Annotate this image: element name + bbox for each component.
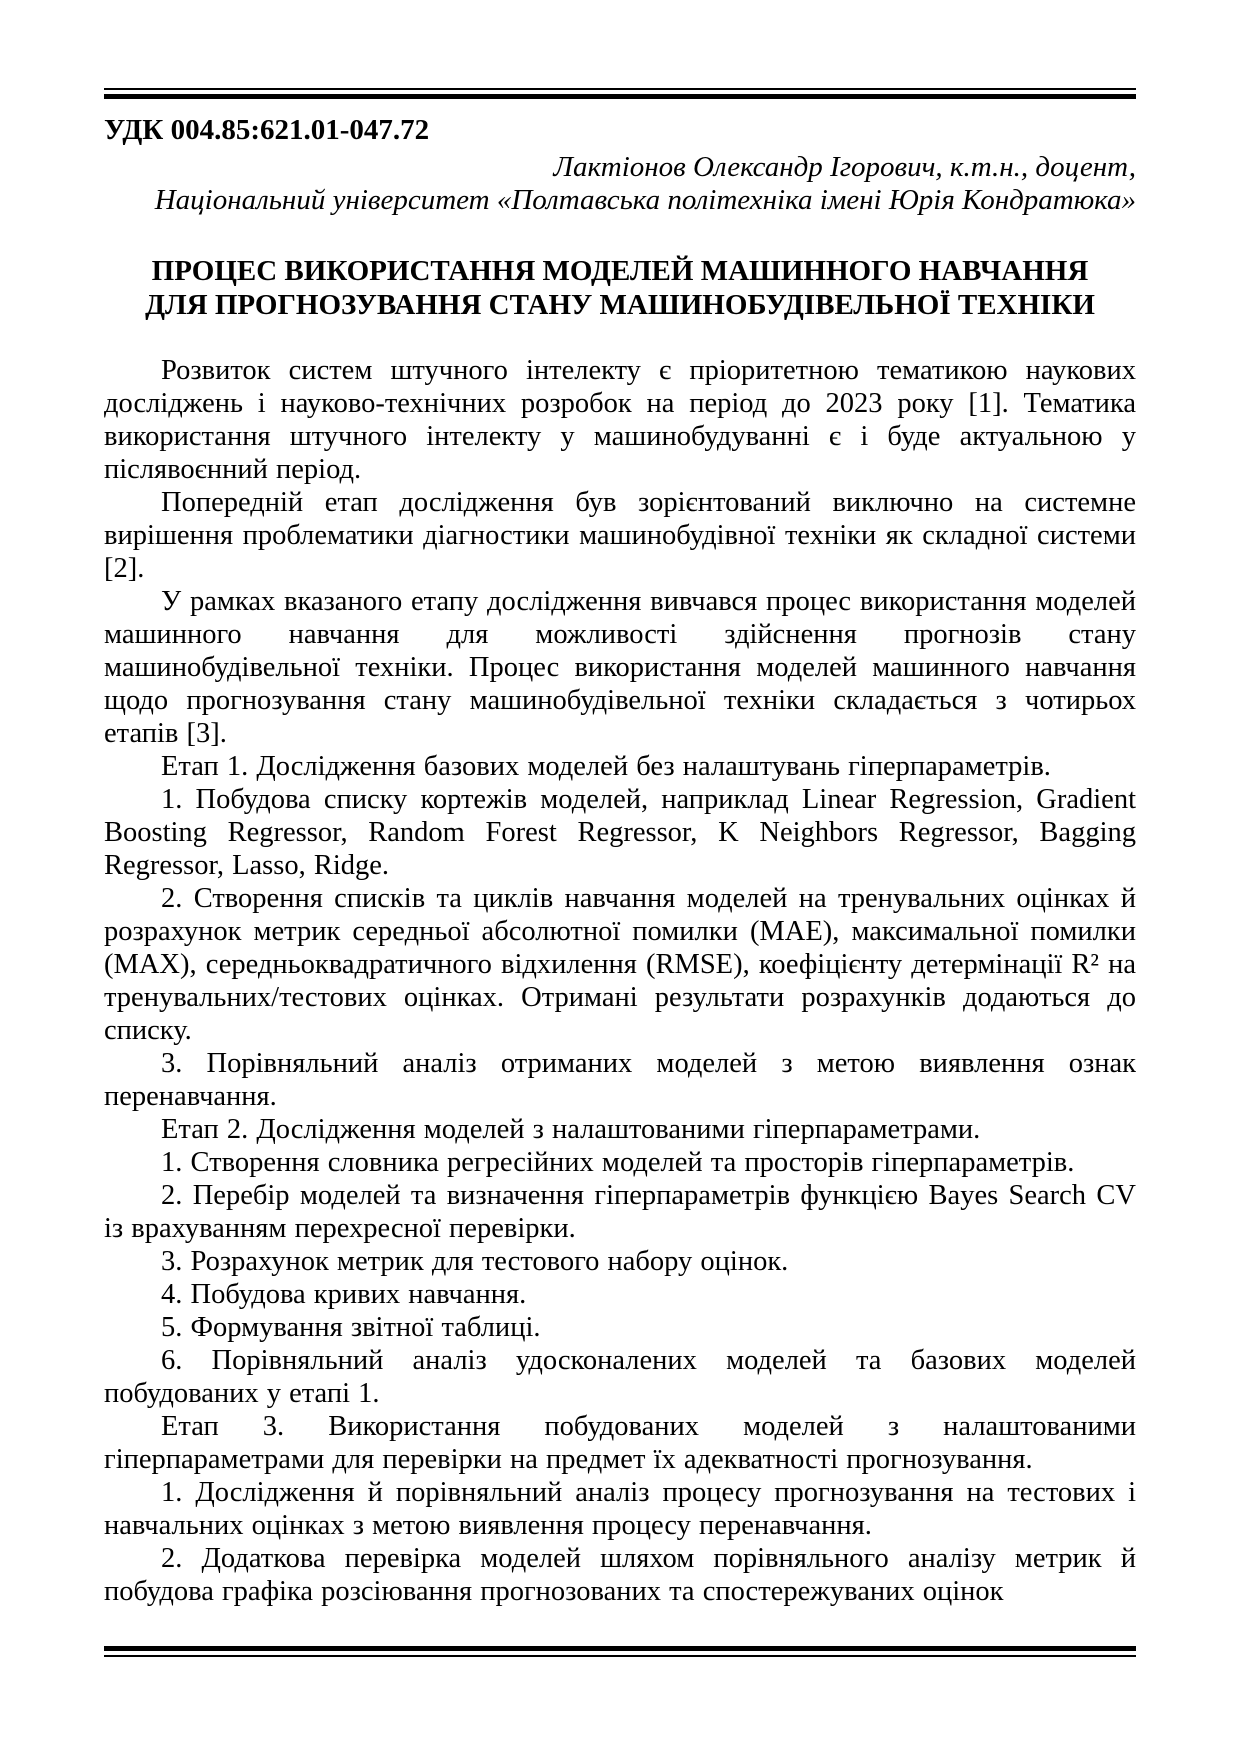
stage2-item-6: 6. Порівняльний аналіз удосконалених моделей та базових моделей побудованих у етапі 1. — [104, 1345, 1136, 1409]
top-double-rule — [104, 88, 1136, 99]
stage2-item-3: 3. Розрахунок метрик для тестового набору оцінок. — [161, 1246, 789, 1277]
stage2-item-4: 4. Побудова кривих навчання. — [161, 1279, 527, 1310]
paper-title-line-1: ПРОЦЕС ВИКОРИСТАННЯ МОДЕЛЕЙ МАШИННОГО НАВЧАННЯ — [151, 255, 1089, 287]
author-block — [104, 151, 1136, 217]
stage2-item-1: 1. Створення словника регресійних моделей та просторів гіперпараметрів. — [161, 1147, 1075, 1178]
stage1-item-3: 3. Порівняльний аналіз отриманих моделей з метою виявлення ознак перенавчання. — [104, 1048, 1136, 1112]
stage3-item-1: 1. Дослідження й порівняльний аналіз процесу прогнозування на тестових і навчальних оцінках з метою виявлення процесу перенавчання. — [104, 1477, 1136, 1541]
paper-title-line-2: ДЛЯ ПРОГНОЗУВАННЯ СТАНУ МАШИНОБУДІВЕЛЬНОЇ ТЕХНІКИ — [145, 289, 1095, 321]
bottom-double-rule — [104, 1646, 1136, 1657]
paper-title — [104, 254, 1136, 322]
stage1-item-2: 2. Створення списків та циклів навчання моделей на тренувальних оцінках й розрахунок метрик середньої абсолютної помилки (MAE), максимальної помилки (MAX), середньоквадратичного відхилення (RMSE), коефіцієнту детермінації R² на тренувальних/тестових оцінках. Отримані результати розрахунків додаються до списку. — [104, 883, 1136, 1046]
stage2-heading: Етап 2. Дослідження моделей з налаштованими гіперпараметрами. — [161, 1114, 981, 1145]
article-body — [104, 354, 1136, 1608]
para-previous-stage: Попередній етап дослідження був зорієнтований виключно на системне вирішення проблематики діагностики машинобудівної техніки як складної системи [2]. — [104, 487, 1136, 584]
para-ai-development: Розвиток систем штучного інтелекту є пріоритетною тематикою наукових досліджень і науково-технічних розробок на період до 2023 року [1]. Тематика використання штучного інтелекту у машинобудуванні є і буде актуальною у післявоєнний період. — [104, 355, 1136, 485]
stage1-item-1: 1. Побудова списку кортежів моделей, наприклад Linear Regression, Gradient Boosting Regressor, Random Forest Regressor, K Neighbors Regressor, Bagging Regressor, Lasso, Ridge. — [104, 784, 1136, 881]
para-process-overview: У рамках вказаного етапу дослідження вивчався процес використання моделей машинного навчання для можливості здійснення прогнозів стану машинобудівельної техніки. Процес використання моделей машинного навчання щодо прогнозування стану машинобудівельної техніки складається з чотирьох етапів [3]. — [104, 586, 1136, 749]
author-line: Лактіонов Олександр Ігорович, к.т.н., доцент, — [553, 151, 1136, 183]
stage2-item-2: 2. Перебір моделей та визначення гіперпараметрів функцією Bayes Search CV із врахуванням перехресної перевірки. — [104, 1180, 1136, 1244]
stage3-heading: Етап 3. Використання побудованих моделей з налаштованими гіперпараметрами для перевірки на предмет їх адекватності прогнозування. — [104, 1411, 1136, 1475]
stage2-item-5: 5. Формування звітної таблиці. — [161, 1312, 541, 1343]
stage1-heading: Етап 1. Дослідження базових моделей без налаштувань гіперпараметрів. — [161, 751, 1051, 782]
udk-code: УДК 004.85:621.01-047.72 — [104, 114, 430, 146]
affiliation-line: Національний університет «Полтавська політехніка імені Юрія Кондратюка» — [154, 184, 1136, 216]
stage3-item-2: 2. Додаткова перевірка моделей шляхом порівняльного аналізу метрик й побудова графіка розсіювання прогнозованих та спостережуваних оцінок — [104, 1543, 1136, 1607]
